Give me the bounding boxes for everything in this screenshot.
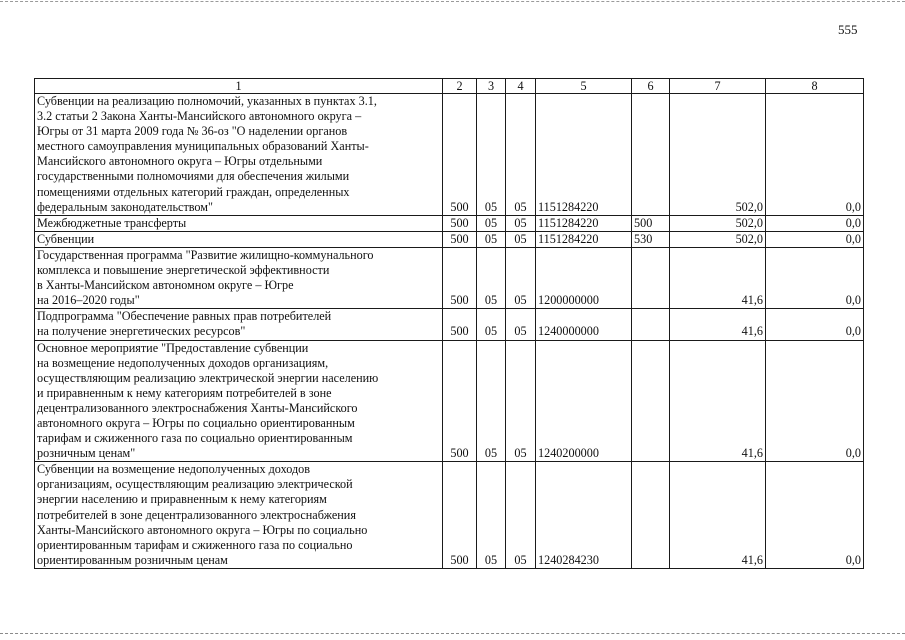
cell-section: 05 [477, 462, 506, 569]
table-row [35, 94, 864, 216]
column-header: 8 [766, 79, 864, 94]
cell-target-article: 1151284220 [536, 215, 632, 231]
row-name: Субвенции на возмещение недополученных доходов организациям, осуществляющим реализацию электрической энергии населению и приравненным к нему категориям потребителей в зоне децентрализованного электроснабжения Ханты-Мансийского автономного округа – Югры по социально ориентированным тарифам и сжиженного газа по социально ориентированным розничным ценам [35, 462, 443, 569]
cell-amount: 502,0 [670, 231, 766, 247]
cell-target-article: 1151284220 [536, 231, 632, 247]
row-name: Основное мероприятие "Предоставление субвенции на возмещение недополученных доходов организациям, осуществляющим реализацию электрической энергии населению и приравненным к нему категориям потребителей в зоне децентрализованного электроснабжения Ханты-Мансийского автономного округа – Югры по социально ориентированным тарифам и сжиженного газа по социально ориентированным розничным ценам" [35, 340, 443, 462]
cell-code: 500 [443, 94, 477, 216]
cell-amount-2: 0,0 [766, 231, 864, 247]
row-name: Субвенции на реализацию полномочий, указанных в пунктах 3.1, 3.2 статьи 2 Закона Ханты-Мансийского автономного округа – Югры от 31 марта 2009 года № 36-оз "О наделении органов местного самоуправления муниципальных образований Ханты- Мансийского автономного округа – Югры отдельными государственными полномочиями для обеспечения жилыми помещениями отдельных категорий граждан, определенных федеральным законодательством" [35, 94, 443, 216]
budget-table [34, 78, 864, 569]
table-row [35, 340, 864, 462]
table-header-row [35, 79, 864, 94]
column-header: 5 [536, 79, 632, 94]
cell-amount-2: 0,0 [766, 94, 864, 216]
cell-code: 500 [443, 215, 477, 231]
column-header: 2 [443, 79, 477, 94]
cell-subsection: 05 [506, 309, 536, 340]
cell-amount-2: 0,0 [766, 215, 864, 231]
table-row [35, 247, 864, 308]
column-header: 6 [632, 79, 670, 94]
row-name: Подпрограмма "Обеспечение равных прав потребителей на получение энергетических ресурсов" [35, 309, 443, 340]
column-header: 3 [477, 79, 506, 94]
cell-code: 500 [443, 462, 477, 569]
cell-code: 500 [443, 247, 477, 308]
cell-amount-2: 0,0 [766, 247, 864, 308]
cell-subsection: 05 [506, 215, 536, 231]
scan-edge-bottom [0, 633, 905, 634]
cell-section: 05 [477, 309, 506, 340]
cell-section: 05 [477, 247, 506, 308]
cell-section: 05 [477, 231, 506, 247]
cell-section: 05 [477, 215, 506, 231]
cell-subsection: 05 [506, 94, 536, 216]
cell-target-article: 1151284220 [536, 94, 632, 216]
cell-target-article: 1200000000 [536, 247, 632, 308]
table-row [35, 309, 864, 340]
cell-amount: 41,6 [670, 247, 766, 308]
cell-subsection: 05 [506, 247, 536, 308]
cell-code: 500 [443, 340, 477, 462]
cell-target-article: 1240284230 [536, 462, 632, 569]
cell-amount: 502,0 [670, 215, 766, 231]
cell-subsection: 05 [506, 340, 536, 462]
cell-amount: 41,6 [670, 462, 766, 569]
table-row [35, 462, 864, 569]
cell-expense-type: 500 [632, 215, 670, 231]
cell-expense-type [632, 247, 670, 308]
table-row [35, 215, 864, 231]
cell-section: 05 [477, 94, 506, 216]
scan-edge-top [0, 1, 905, 2]
cell-subsection: 05 [506, 462, 536, 569]
cell-expense-type [632, 340, 670, 462]
cell-expense-type: 530 [632, 231, 670, 247]
cell-target-article: 1240000000 [536, 309, 632, 340]
cell-amount: 41,6 [670, 309, 766, 340]
cell-amount-2: 0,0 [766, 462, 864, 569]
cell-subsection: 05 [506, 231, 536, 247]
cell-expense-type [632, 462, 670, 569]
cell-amount-2: 0,0 [766, 309, 864, 340]
page-number: 555 [838, 22, 858, 37]
cell-section: 05 [477, 340, 506, 462]
cell-amount: 41,6 [670, 340, 766, 462]
cell-target-article: 1240200000 [536, 340, 632, 462]
cell-code: 500 [443, 309, 477, 340]
column-header: 1 [35, 79, 443, 94]
table-row [35, 231, 864, 247]
cell-expense-type [632, 309, 670, 340]
column-header: 7 [670, 79, 766, 94]
cell-amount: 502,0 [670, 94, 766, 216]
cell-code: 500 [443, 231, 477, 247]
row-name: Межбюджетные трансферты [35, 215, 443, 231]
cell-amount-2: 0,0 [766, 340, 864, 462]
row-name: Субвенции [35, 231, 443, 247]
cell-expense-type [632, 94, 670, 216]
column-header: 4 [506, 79, 536, 94]
row-name: Государственная программа "Развитие жилищно-коммунального комплекса и повышение энергетической эффективности в Ханты-Мансийском автономном округе – Югре на 2016–2020 годы" [35, 247, 443, 308]
